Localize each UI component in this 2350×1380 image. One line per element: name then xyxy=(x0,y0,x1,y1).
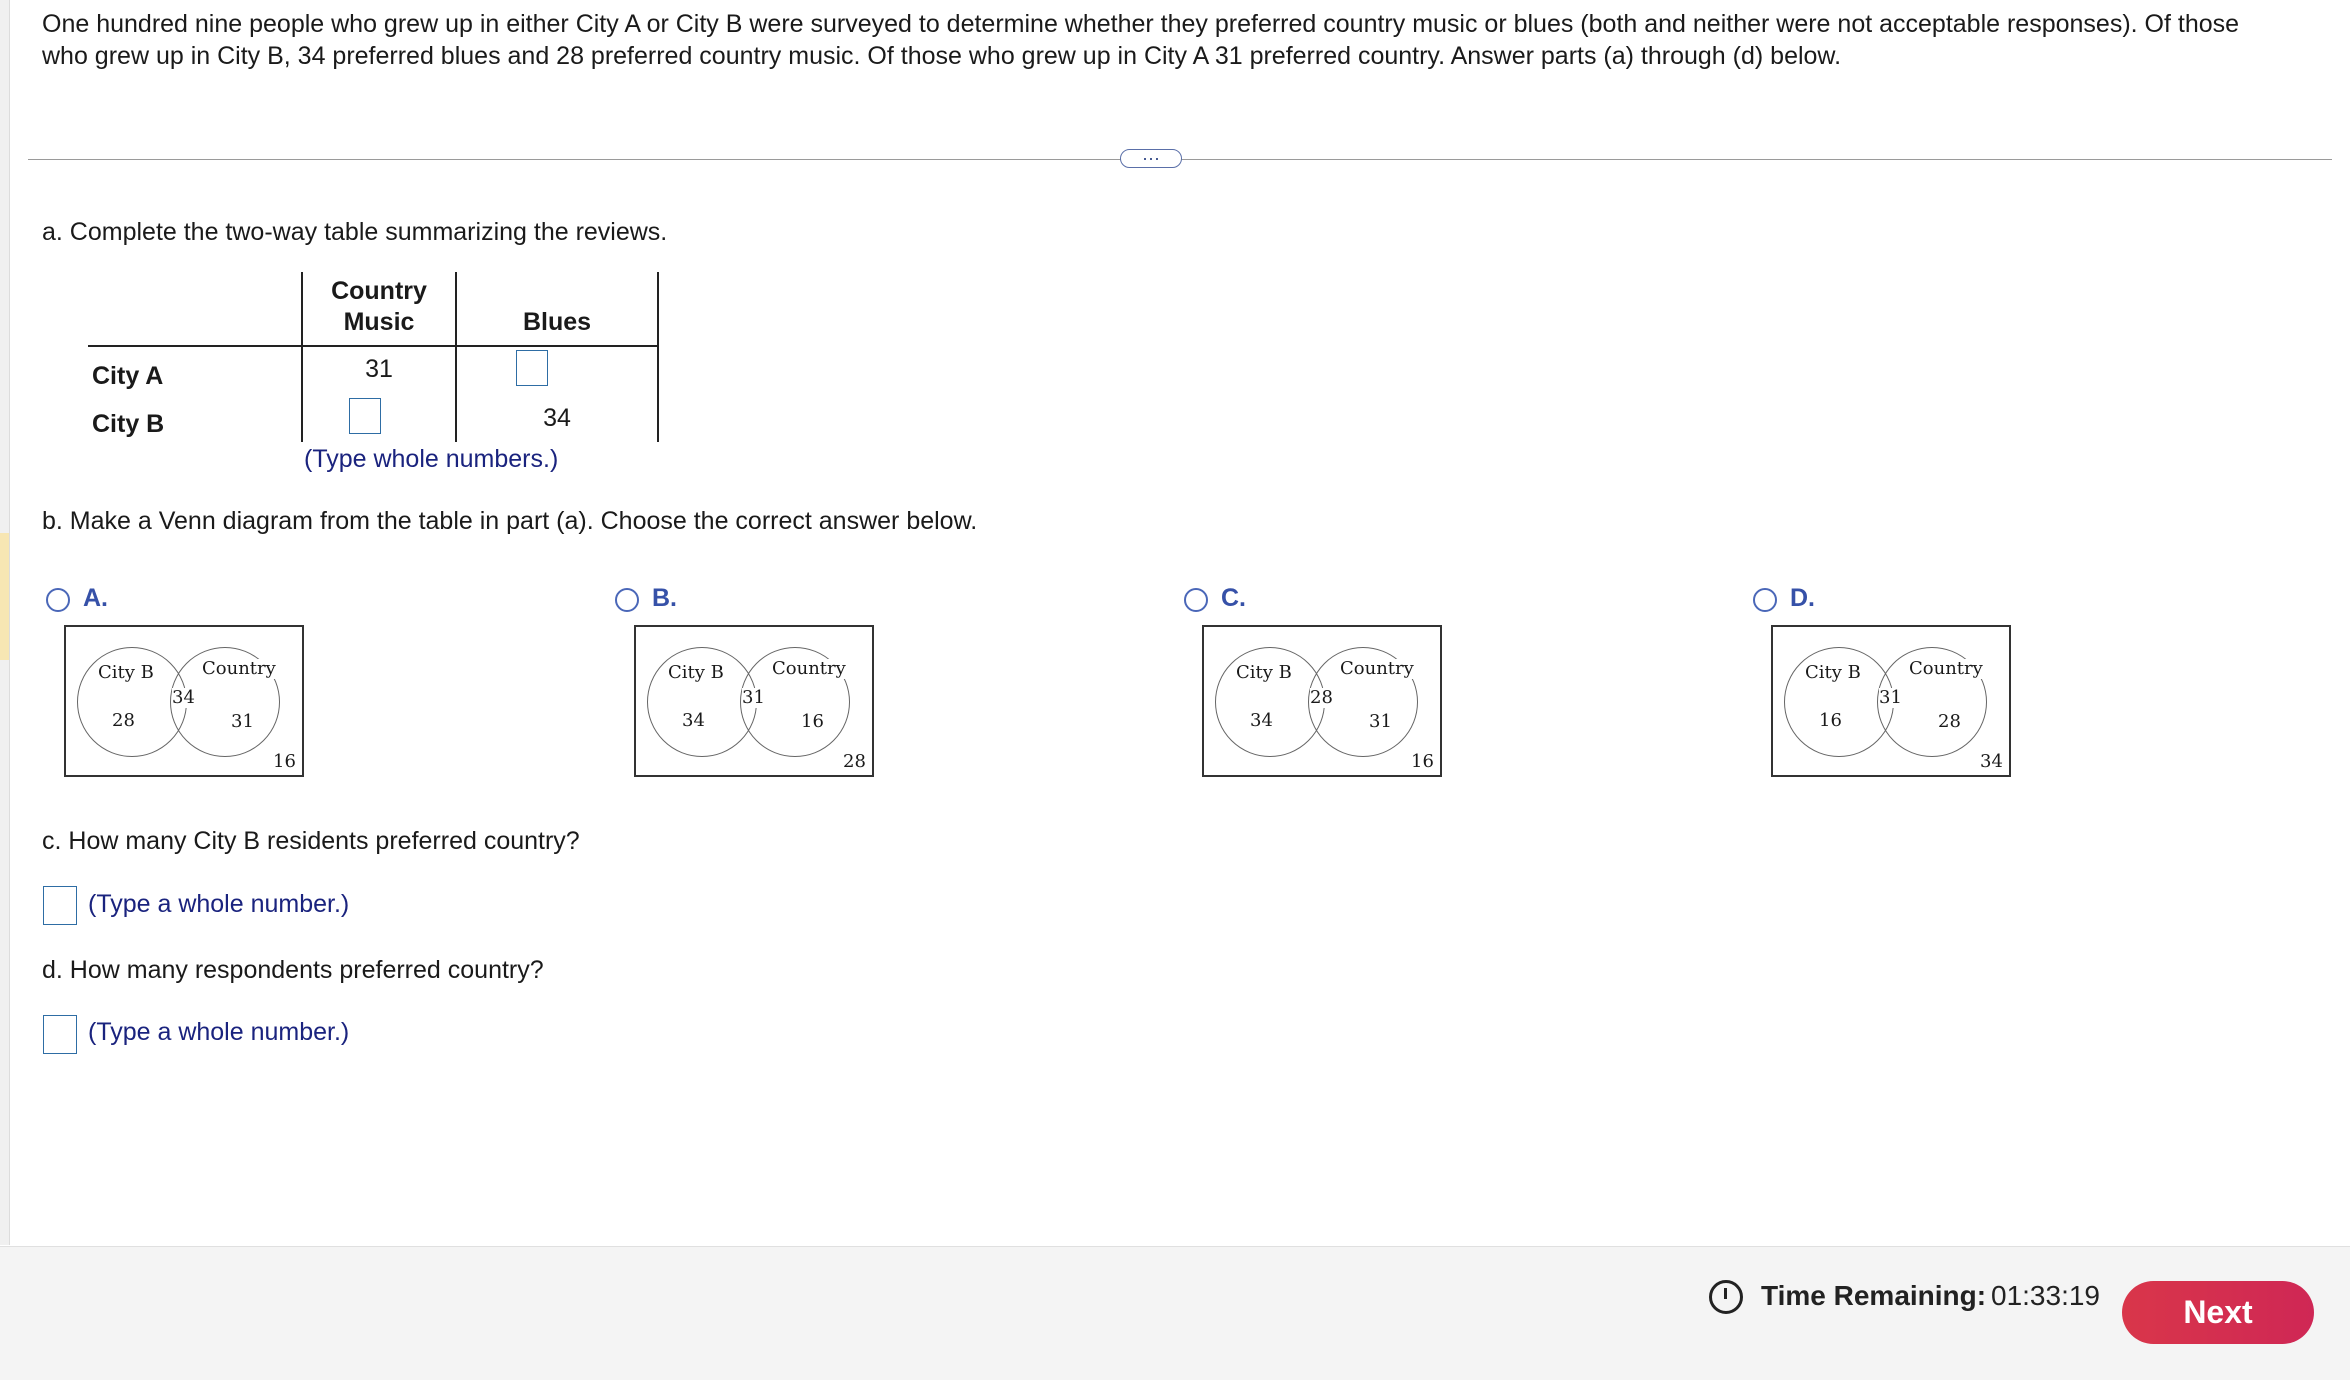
footer-bar xyxy=(0,1246,2350,1380)
col-header-blues: Blues xyxy=(522,308,592,336)
option-d-radio[interactable] xyxy=(1753,588,1777,612)
option-a-venn-diagram[interactable] xyxy=(64,625,304,777)
option-a-letter: A. xyxy=(83,584,108,612)
two-way-table xyxy=(88,272,660,442)
cell-city-a-blues-input[interactable] xyxy=(516,350,548,386)
venn-value-intersection: 34 xyxy=(172,687,195,708)
venn-value-intersection: 28 xyxy=(1310,687,1333,708)
venn-value-left-only: 16 xyxy=(1819,710,1842,731)
option-d-venn-diagram[interactable] xyxy=(1771,625,2011,777)
venn-label-country: Country xyxy=(1340,658,1414,679)
expand-more-button[interactable]: ⋯ xyxy=(1120,149,1182,168)
cell-city-b-country-input[interactable] xyxy=(349,398,381,434)
option-a-radio[interactable] xyxy=(46,588,70,612)
cell-city-a-country: 31 xyxy=(365,355,393,383)
venn-value-left-only: 34 xyxy=(682,710,705,731)
cell-city-b-blues: 34 xyxy=(543,404,571,432)
col-header-country-line1: Country xyxy=(331,277,427,305)
next-button[interactable]: Next xyxy=(2122,1281,2314,1344)
part-a-hint: (Type whole numbers.) xyxy=(304,445,559,473)
part-d-prompt: d. How many respondents preferred country? xyxy=(42,956,544,984)
part-c-hint: (Type a whole number.) xyxy=(88,890,350,918)
option-c-letter: C. xyxy=(1221,584,1246,612)
col-header-country xyxy=(303,276,455,338)
row-header-city-b: City B xyxy=(92,410,165,438)
part-c-prompt: c. How many City B residents preferred country? xyxy=(42,827,580,855)
time-remaining-value: 01:33:19 xyxy=(1991,1280,2100,1311)
row-header-city-a: City A xyxy=(92,362,164,390)
venn-label-city-b: City B xyxy=(98,662,154,683)
option-d-letter: D. xyxy=(1790,584,1815,612)
venn-value-outside: 28 xyxy=(843,751,866,772)
option-b-venn-diagram[interactable] xyxy=(634,625,874,777)
part-b-prompt: b. Make a Venn diagram from the table in part (a). Choose the correct answer below. xyxy=(42,507,978,535)
venn-value-intersection: 31 xyxy=(742,687,765,708)
question-marker xyxy=(0,533,9,660)
problem-statement: One hundred nine people who grew up in either City A or City B were surveyed to determine whether they preferred country music or blues (both and neither were not acceptable responses). Of those who grew up in City B, 34 preferred blues and 28 preferred country music. Of those who grew up in City A 31 preferred country. Answer parts (a) through (d) below. xyxy=(42,10,2240,70)
venn-label-country: Country xyxy=(772,658,846,679)
venn-label-city-b: City B xyxy=(1805,662,1861,683)
table-divider xyxy=(657,272,659,442)
part-d-hint: (Type a whole number.) xyxy=(88,1018,350,1046)
venn-value-intersection: 31 xyxy=(1879,687,1902,708)
option-b-letter: B. xyxy=(652,584,677,612)
venn-value-outside: 16 xyxy=(1411,751,1434,772)
time-remaining-label: Time Remaining: xyxy=(1761,1280,1987,1311)
option-b-radio[interactable] xyxy=(615,588,639,612)
part-a-prompt: a. Complete the two-way table summarizing the reviews. xyxy=(42,218,668,246)
venn-value-outside: 34 xyxy=(1980,751,2003,772)
table-header-rule xyxy=(88,345,659,347)
col-header-country-line2: Music xyxy=(343,308,415,336)
venn-label-city-b: City B xyxy=(668,662,724,683)
option-c-radio[interactable] xyxy=(1184,588,1208,612)
venn-label-city-b: City B xyxy=(1236,662,1292,683)
venn-label-country: Country xyxy=(1909,658,1983,679)
venn-value-left-only: 28 xyxy=(112,710,135,731)
option-c-venn-diagram[interactable] xyxy=(1202,625,1442,777)
part-c-answer-input[interactable] xyxy=(43,886,77,925)
venn-value-left-only: 34 xyxy=(1250,710,1273,731)
part-d-answer-input[interactable] xyxy=(43,1015,77,1054)
venn-value-right-only: 31 xyxy=(231,711,254,732)
venn-value-right-only: 28 xyxy=(1938,711,1961,732)
venn-label-country: Country xyxy=(202,658,276,679)
venn-value-right-only: 16 xyxy=(801,711,824,732)
venn-value-right-only: 31 xyxy=(1369,711,1392,732)
clock-icon xyxy=(1709,1280,1743,1314)
venn-value-outside: 16 xyxy=(273,751,296,772)
